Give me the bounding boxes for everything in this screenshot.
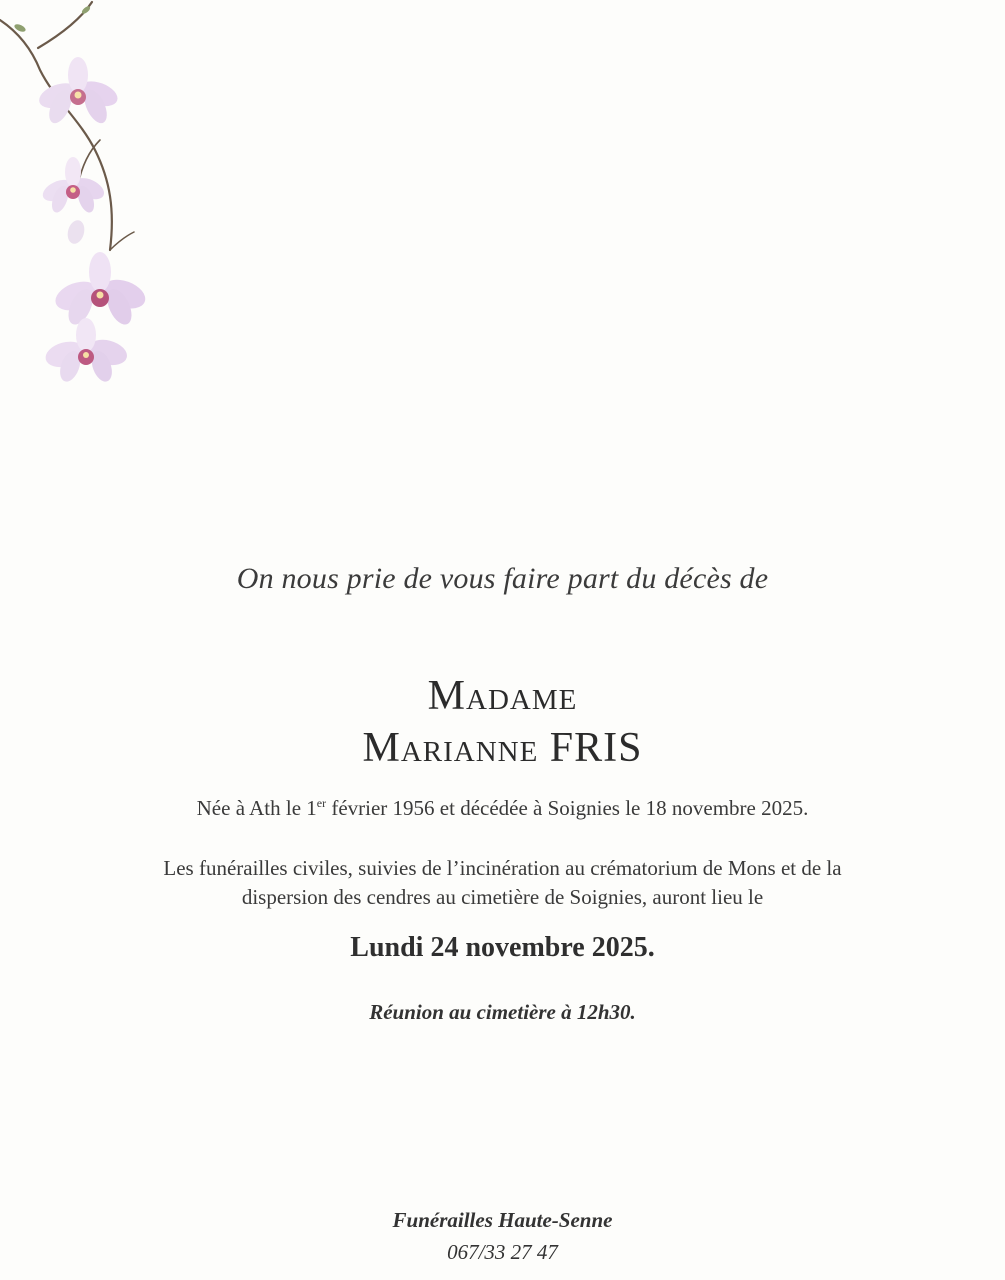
undertaker-phone: 067/33 27 47 bbox=[447, 1240, 558, 1264]
funeral-line-1: Les funérailles civiles, suivies de l’incinération au crématorium de Mons et de la bbox=[163, 856, 842, 880]
deceased-name: Marianne FRIS bbox=[362, 725, 643, 771]
funeral-line-2: dispersion des cendres au cimetière de Soignies, auront lieu le bbox=[241, 885, 764, 909]
orchid-branch-icon bbox=[0, 0, 150, 390]
funeral-description bbox=[0, 854, 1005, 912]
ordinal-suffix: er bbox=[316, 796, 327, 810]
birth-text-start: Née à Ath le 1 bbox=[196, 796, 317, 820]
meeting-info: Réunion au cimetière à 12h30. bbox=[369, 1000, 636, 1024]
funeral-date: Lundi 24 novembre 2025. bbox=[350, 932, 655, 963]
birth-text-end: février 1956 et décédée à Soignies le 18 novembre 2025. bbox=[326, 796, 809, 820]
honorific: Madame bbox=[427, 673, 578, 719]
undertaker-name: Funérailles Haute-Senne bbox=[392, 1208, 613, 1232]
intro-text: On nous prie de vous faire part du décès de bbox=[236, 562, 769, 595]
birth-death-line bbox=[0, 796, 1005, 821]
